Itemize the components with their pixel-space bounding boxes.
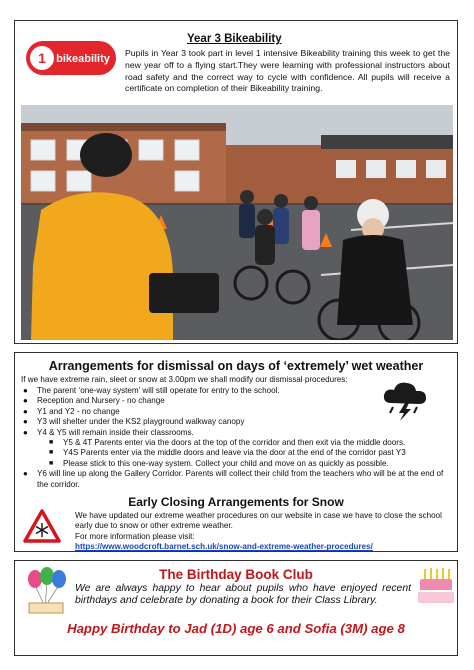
list-item: ■ Y4S Parents enter via the middle doors and leave via the door at the end of the corridor past Y3	[49, 448, 406, 458]
snow-procedures-link[interactable]: https://www.woodcroft.barnet.sch.uk/snow-and-extreme-weather-procedures/	[75, 542, 373, 552]
birthday-wish: Happy Birthday to Jad (1D) age 6 and Sofia (3M) age 8	[67, 621, 405, 636]
bikeability-logo	[25, 35, 117, 81]
list-item: ■ Please stick to this one-way system. Collect your child and move on as quickly as possible.	[49, 458, 389, 468]
list-item: ■ Y5 & 4T Parents enter via the doors at the top of the corridor and then exit via the middle doors.	[49, 438, 406, 448]
bikeability-text: Pupils in Year 3 took part in level 1 intensive Bikeability training this week to get the new year off to a flying start.They were learning with professional instructors about road safety and the correct way to cycle with confidence. All pupils will receive a certificate on completion of their Bikeability training.	[125, 48, 450, 94]
list-item: ● Y1 and Y2 - no change	[23, 406, 120, 416]
list-item: ● Y3 will shelter under the KS2 playground walkway canopy	[23, 417, 245, 427]
birthday-title: The Birthday Book Club	[159, 567, 313, 582]
list-item: ● Y6 will line up along the Gallery Corridor. Parents will collect their child from the teachers who will be at the end of the corridor.	[23, 469, 444, 489]
bikeability-section	[14, 20, 458, 344]
wet-weather-section	[14, 352, 458, 552]
bikeability-photo	[21, 105, 453, 340]
wet-weather-title: Arrangements for dismissal on days of ‘extremely’ wet weather	[48, 359, 424, 373]
birthday-book-club-section	[14, 560, 458, 656]
snow-text: We have updated our extreme weather procedures on our website in case we have to close the school early due to snow or other extreme weather. For more information please visit: https://www.woodcroft.barnet.sch.uk/snow-and-extreme-weather-procedures/	[75, 511, 442, 552]
logo-text: bikeability	[56, 53, 110, 65]
list-item: ● Y4 & Y5 will remain inside their classrooms.	[23, 427, 194, 437]
snow-title: Early Closing Arrangements for Snow	[128, 495, 344, 509]
wet-weather-intro: If we have extreme rain, sleet or snow at 3.00pm we shall modify our dismissal procedures:	[21, 375, 348, 384]
birthday-text: We are always happy to hear about pupils who have enjoyed recent birthdays and celebrate by donating a book for their Class Library.	[75, 583, 411, 607]
bikeability-title: Year 3 Bikeability	[187, 33, 282, 45]
birthday-cake-icon	[417, 565, 455, 605]
storm-cloud-icon	[381, 379, 429, 421]
more-info-label: For more information please visit:	[75, 531, 195, 541]
list-item: ● Reception and Nursery - no change	[23, 396, 165, 406]
snow-warning-sign-icon	[23, 509, 61, 543]
logo-number: 1	[38, 50, 46, 66]
list-item: ● The parent ‘one-way system’ will still operate for entry to the school.	[23, 386, 280, 395]
